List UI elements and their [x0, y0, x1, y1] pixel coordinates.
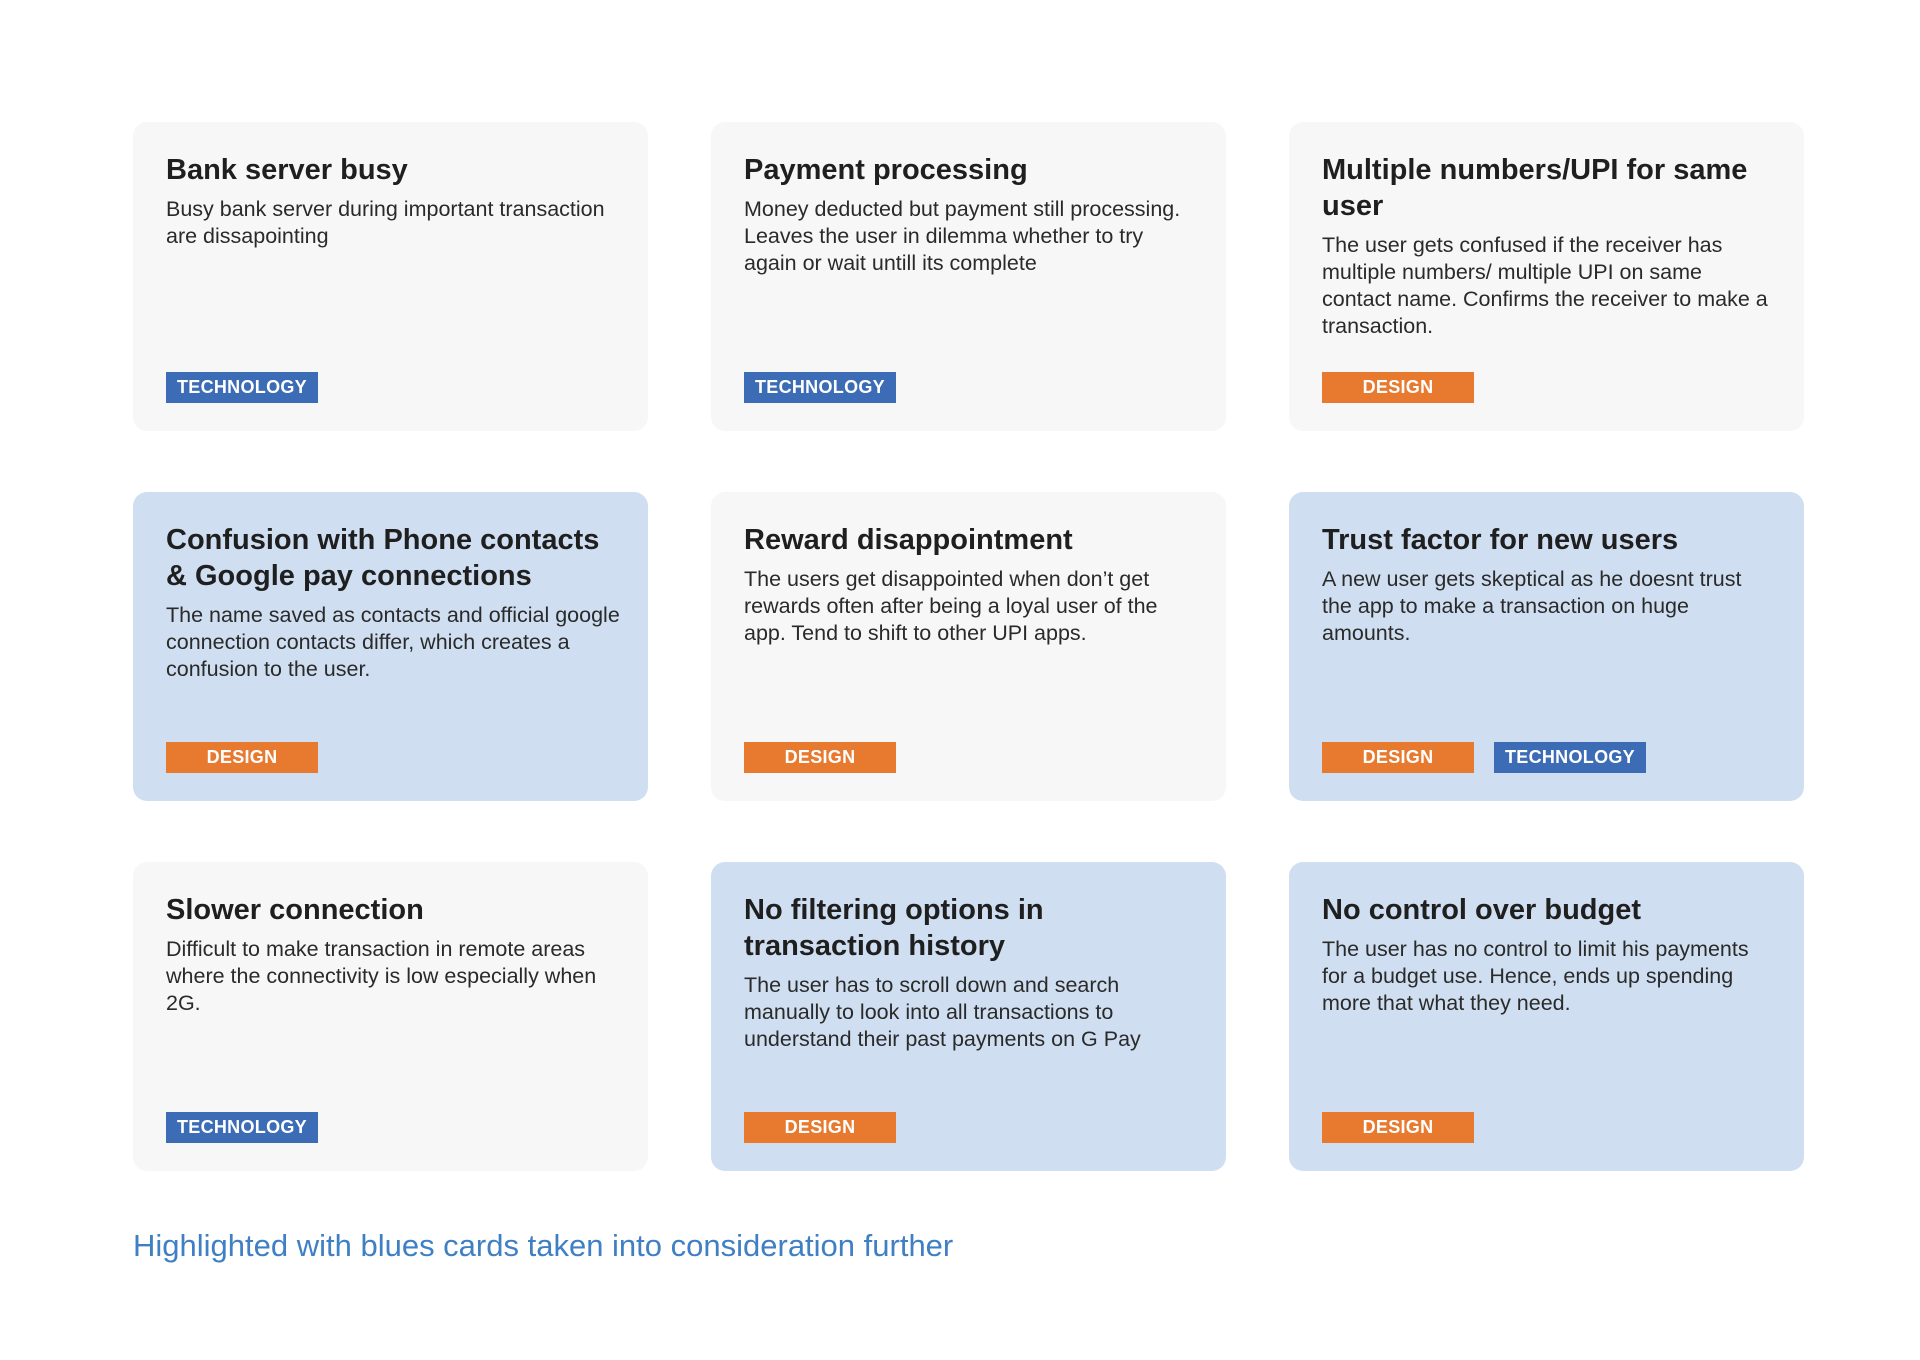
- card-title: Payment processing: [744, 154, 1028, 186]
- card-title: Trust factor for new users: [1322, 524, 1679, 556]
- design-tag: DESIGN: [1322, 1112, 1474, 1143]
- technology-tag: TECHNOLOGY: [744, 372, 896, 403]
- card-description: The user has no control to limit his payments for a budget use. Hence, ends up spending more that what they need.: [1322, 937, 1749, 1015]
- design-tag: DESIGN: [166, 742, 318, 773]
- card-description: Busy bank server during important transaction are dissapointing: [166, 197, 605, 248]
- footer-note: Highlighted with blues cards taken into consideration further: [133, 1228, 954, 1263]
- pain-point-card: [711, 122, 1226, 431]
- card-title: Multiple numbers/UPI for same user: [1322, 154, 1748, 222]
- technology-tag: TECHNOLOGY: [166, 1112, 318, 1143]
- card-description: A new user gets skeptical as he doesnt trust the app to make a transaction on huge amounts.: [1322, 567, 1742, 645]
- card-tags: [744, 742, 896, 773]
- card-description: Difficult to make transaction in remote areas where the connectivity is low especially when 2G.: [166, 937, 597, 1015]
- technology-tag: TECHNOLOGY: [166, 372, 318, 403]
- pain-point-card: [711, 492, 1226, 801]
- card-tags: [166, 372, 318, 403]
- card-title: No control over budget: [1322, 894, 1641, 926]
- pain-point-card: [133, 122, 648, 431]
- card-tags: [1322, 742, 1646, 773]
- pain-point-card: [1289, 122, 1804, 431]
- card-description: The users get disappointed when don’t get rewards often after being a loyal user of the app. Tend to shift to other UPI apps.: [744, 567, 1158, 645]
- card-tags: [1322, 1112, 1474, 1143]
- pain-point-card: [133, 492, 648, 801]
- design-tag: DESIGN: [744, 742, 896, 773]
- card-tags: [744, 1112, 896, 1143]
- card-tags: [166, 742, 318, 773]
- card-title: Reward disappointment: [744, 524, 1073, 556]
- card-description: The name saved as contacts and official google connection contacts differ, which creates a confusion to the user.: [166, 603, 620, 681]
- design-tag: DESIGN: [1322, 372, 1474, 403]
- design-tag: DESIGN: [744, 1112, 896, 1143]
- design-tag: DESIGN: [1322, 742, 1474, 773]
- card-description: The user has to scroll down and search manually to look into all transactions to understand their past payments on G Pay: [744, 973, 1141, 1051]
- pain-point-card: [711, 862, 1226, 1171]
- card-title: Confusion with Phone contacts & Google pay connections: [166, 524, 600, 592]
- card-tags: [744, 372, 896, 403]
- card-description: The user gets confused if the receiver has multiple numbers/ multiple UPI on same contact name. Confirms the receiver to make a transaction.: [1322, 233, 1768, 338]
- card-tags: [166, 1112, 318, 1143]
- card-title: Bank server busy: [166, 154, 408, 186]
- card-title: Slower connection: [166, 894, 424, 926]
- pain-point-card: [1289, 862, 1804, 1171]
- card-tags: [1322, 372, 1474, 403]
- pain-point-card: [133, 862, 648, 1171]
- technology-tag: TECHNOLOGY: [1494, 742, 1646, 773]
- card-description: Money deducted but payment still processing. Leaves the user in dilemma whether to try again or wait untill its complete: [744, 197, 1181, 275]
- card-title: No filtering options in transaction history: [744, 894, 1044, 962]
- pain-point-card-grid: [133, 122, 1799, 1171]
- pain-point-card: [1289, 492, 1804, 801]
